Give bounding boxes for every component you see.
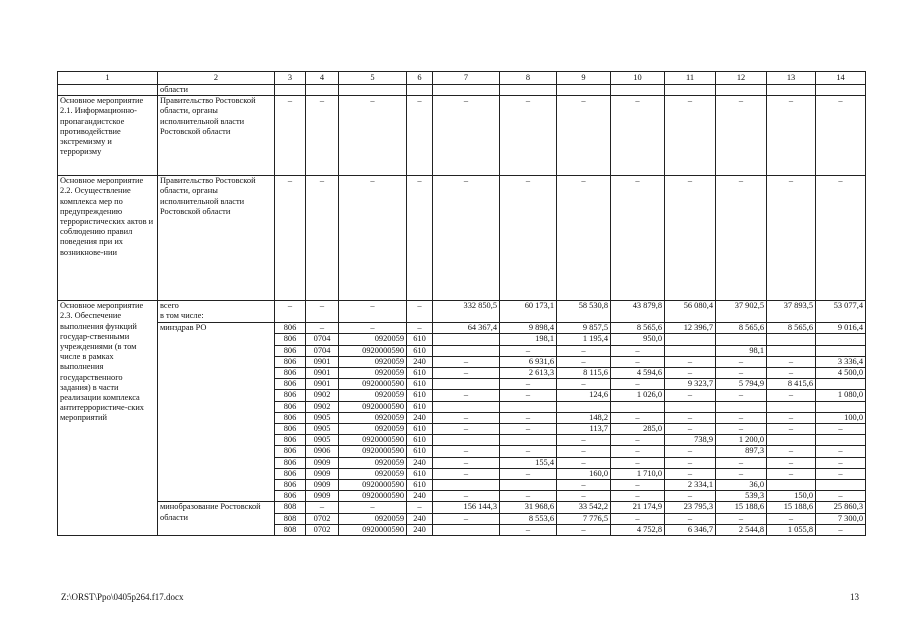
- table-cell: 0902: [306, 390, 339, 401]
- table-cell: [767, 480, 816, 491]
- table-cell: 240: [407, 513, 433, 524]
- table-cell: 21 174,9: [611, 502, 665, 513]
- table-cell: [767, 334, 816, 345]
- header-row: [58, 72, 866, 85]
- table-cell: [816, 334, 866, 345]
- table-cell: [767, 435, 816, 446]
- table-cell: –: [665, 368, 716, 379]
- table-cell: 0702: [306, 524, 339, 535]
- table-cell: 285,0: [611, 424, 665, 435]
- header-cell: 13: [767, 72, 816, 85]
- table-cell: [433, 334, 500, 345]
- table-cell: 738,9: [665, 435, 716, 446]
- table-cell: 0920059: [339, 390, 407, 401]
- table-cell: 4 594,6: [611, 368, 665, 379]
- table-cell: 33 542,2: [557, 502, 611, 513]
- executor-minzdrav: минздрав РО: [158, 323, 275, 502]
- table-cell: 806: [275, 457, 306, 468]
- measure-2-2-name: Основное мероприятие 2.2. Осуществление комплекса мер по предупреждению террористических актов и соблюдению правил поведения при их возникнове-нии: [58, 176, 158, 301]
- table-cell: –: [557, 345, 611, 356]
- table-cell: 610: [407, 334, 433, 345]
- table-cell: 1 710,0: [611, 468, 665, 479]
- table-cell: –: [816, 446, 866, 457]
- table-cell: 8 415,6: [767, 379, 816, 390]
- table-cell: [433, 379, 500, 390]
- table-cell: –: [433, 457, 500, 468]
- table-cell: 8 565,6: [611, 323, 665, 334]
- table-cell: –: [665, 513, 716, 524]
- table-cell: [500, 401, 557, 412]
- table-cell: 0909: [306, 491, 339, 502]
- table-cell: 1 055,8: [767, 524, 816, 535]
- table-cell: [816, 435, 866, 446]
- table-cell: 36,0: [716, 480, 767, 491]
- table-cell: –: [716, 390, 767, 401]
- table-cell: 610: [407, 401, 433, 412]
- table-cell: 0920059: [339, 356, 407, 367]
- header-cell: 4: [306, 72, 339, 85]
- table-cell: –: [767, 457, 816, 468]
- table-cell: [816, 345, 866, 356]
- footer-file-path: Z:\ORST\Ppo\0405p264.f17.docx: [61, 592, 184, 602]
- table-cell: –: [433, 468, 500, 479]
- table-cell: 8 565,6: [716, 323, 767, 334]
- table-cell: 25 860,3: [816, 502, 866, 513]
- table-cell: –: [557, 379, 611, 390]
- header-cell: 5: [339, 72, 407, 85]
- table-cell: 610: [407, 435, 433, 446]
- table-cell: –: [611, 356, 665, 367]
- table-cell: 2 613,3: [500, 368, 557, 379]
- table-cell: –: [500, 390, 557, 401]
- table-cell: [433, 345, 500, 356]
- table-cell: 7 300,0: [816, 513, 866, 524]
- table-cell: 610: [407, 468, 433, 479]
- table-cell: –: [767, 468, 816, 479]
- table-cell: [767, 345, 816, 356]
- table-cell: –: [557, 435, 611, 446]
- table-cell: 4 500,0: [816, 368, 866, 379]
- table-cell: 15 188,6: [767, 502, 816, 513]
- table-cell: 806: [275, 345, 306, 356]
- header-cell: 14: [816, 72, 866, 85]
- table-cell: –: [557, 480, 611, 491]
- header-cell: 1: [58, 72, 158, 85]
- table-cell: 0920000590: [339, 379, 407, 390]
- table-cell: 0905: [306, 424, 339, 435]
- header-cell: 11: [665, 72, 716, 85]
- table-cell: –: [500, 468, 557, 479]
- table-cell: –: [500, 345, 557, 356]
- header-cell: 10: [611, 72, 665, 85]
- table-cell: 0909: [306, 468, 339, 479]
- table-cell: –: [611, 446, 665, 457]
- table-cell: 113,7: [557, 424, 611, 435]
- table-cell: –: [433, 446, 500, 457]
- table-cell: –: [433, 368, 500, 379]
- table-cell: 0920059: [339, 468, 407, 479]
- table-cell: –: [433, 513, 500, 524]
- table-cell: –: [816, 457, 866, 468]
- header-cell: 3: [275, 72, 306, 85]
- table-row: [58, 502, 866, 513]
- table-cell: 610: [407, 480, 433, 491]
- table-cell: –: [665, 390, 716, 401]
- table-cell: 0920059: [339, 513, 407, 524]
- header-cell: 2: [158, 72, 275, 85]
- table-cell: 148,2: [557, 412, 611, 423]
- table-cell: –: [557, 446, 611, 457]
- table-cell: [716, 334, 767, 345]
- measure-2-1-executor: Правительство Ростовской области, органы исполнительной власти Ростовской области: [158, 96, 275, 176]
- table-cell: 240: [407, 457, 433, 468]
- table-cell: 0909: [306, 480, 339, 491]
- table-cell: 610: [407, 446, 433, 457]
- table-cell: 1 195,4: [557, 334, 611, 345]
- row-measure-2-3-total: Основное мероприятие 2.3. Обеспечение выполнения функций государ-ственными учреждениями (в том числе в рамках выполнения государственного задания) в части реализации комплекса антитеррористиче-ских мероприятий всего в том числе: – – – – 332 850,5 60 173,1 58 530,8 43 879,8 56 080,4 37 902,5 37 893,5 53 077,4: [58, 301, 866, 323]
- table-cell: 0905: [306, 435, 339, 446]
- table-cell: 23 795,3: [665, 502, 716, 513]
- table-cell: 610: [407, 368, 433, 379]
- table-cell: 610: [407, 390, 433, 401]
- table-cell: –: [611, 491, 665, 502]
- table-cell: –: [407, 502, 433, 513]
- table-cell: 0902: [306, 401, 339, 412]
- table-cell: [433, 480, 500, 491]
- table-cell: 100,0: [816, 412, 866, 423]
- table-cell: –: [665, 457, 716, 468]
- table-cell: 1 080,0: [816, 390, 866, 401]
- table-cell: 156 144,3: [433, 502, 500, 513]
- table-cell: –: [665, 446, 716, 457]
- table-cell: 9 016,4: [816, 323, 866, 334]
- table-cell: –: [557, 356, 611, 367]
- table-cell: 0901: [306, 379, 339, 390]
- executor-minobr: минобразование Ростовской области: [158, 502, 275, 536]
- table-cell: 0905: [306, 412, 339, 423]
- table-cell: 2 334,1: [665, 480, 716, 491]
- table-cell: 240: [407, 524, 433, 535]
- table-cell: –: [433, 412, 500, 423]
- table-cell: 806: [275, 368, 306, 379]
- table-cell: 31 968,6: [500, 502, 557, 513]
- table-cell: –: [433, 424, 500, 435]
- table-cell: 9 857,5: [557, 323, 611, 334]
- budget-table: [57, 71, 866, 536]
- table-cell: [433, 401, 500, 412]
- table-cell: [433, 435, 500, 446]
- table-cell: [665, 345, 716, 356]
- table-cell: 0909: [306, 457, 339, 468]
- table-cell: –: [611, 412, 665, 423]
- table-cell: –: [433, 491, 500, 502]
- table-cell: 610: [407, 345, 433, 356]
- continuation-text: области: [158, 85, 275, 96]
- table-cell: –: [500, 491, 557, 502]
- table-cell: [665, 334, 716, 345]
- table-cell: 806: [275, 356, 306, 367]
- table-cell: 0920000590: [339, 524, 407, 535]
- table-cell: 8 115,6: [557, 368, 611, 379]
- table-cell: [500, 480, 557, 491]
- table-cell: 897,3: [716, 446, 767, 457]
- table-cell: –: [767, 412, 816, 423]
- table-cell: –: [339, 502, 407, 513]
- table-cell: 806: [275, 390, 306, 401]
- table-cell: –: [500, 412, 557, 423]
- table-cell: 610: [407, 379, 433, 390]
- table-cell: [611, 401, 665, 412]
- table-cell: –: [767, 424, 816, 435]
- table-cell: 15 188,6: [716, 502, 767, 513]
- table-cell: [816, 480, 866, 491]
- table-cell: [500, 435, 557, 446]
- table-cell: 806: [275, 334, 306, 345]
- table-cell: –: [500, 524, 557, 535]
- table-cell: –: [611, 457, 665, 468]
- measure-2-3-name: Основное мероприятие 2.3. Обеспечение выполнения функций государ-ственными учреждениями (в том числе в рамках выполнения государственного задания) в части реализации комплекса антитеррористиче-ских мероприятий: [58, 301, 158, 536]
- table-cell: 808: [275, 513, 306, 524]
- measure-2-1-name: Основное мероприятие 2.1. Информационно-пропагандистское противодействие экстремизму и терроризму: [58, 96, 158, 176]
- table-cell: –: [407, 323, 433, 334]
- table-cell: –: [611, 435, 665, 446]
- table-cell: 806: [275, 323, 306, 334]
- table-cell: 6 346,7: [665, 524, 716, 535]
- header-cell: 7: [433, 72, 500, 85]
- table-cell: [433, 524, 500, 535]
- table-cell: –: [716, 356, 767, 367]
- table-cell: –: [665, 424, 716, 435]
- table-cell: 0920000590: [339, 435, 407, 446]
- total-label-cell: всего в том числе:: [158, 301, 275, 323]
- table-cell: –: [611, 379, 665, 390]
- table-cell: –: [716, 513, 767, 524]
- row-measure-2-1: Основное мероприятие 2.1. Информационно-пропагандистское противодействие экстремизму и терроризму Правительство Ростовской области, органы исполнительной власти Ростовской области – – – – – – – – – – – –: [58, 96, 866, 176]
- table-cell: –: [767, 446, 816, 457]
- table-cell: 0704: [306, 345, 339, 356]
- header-cell: 6: [407, 72, 433, 85]
- table-cell: 7 776,5: [557, 513, 611, 524]
- table-cell: 8 553,6: [500, 513, 557, 524]
- table-cell: –: [767, 513, 816, 524]
- table-cell: –: [816, 491, 866, 502]
- table-cell: 0920059: [339, 334, 407, 345]
- measure-2-2-executor: Правительство Ростовской области, органы исполнительной власти Ростовской области: [158, 176, 275, 301]
- table-cell: 806: [275, 401, 306, 412]
- table-cell: 806: [275, 468, 306, 479]
- header-cell: 9: [557, 72, 611, 85]
- table-cell: –: [665, 412, 716, 423]
- table-cell: 539,3: [716, 491, 767, 502]
- header-cell: 8: [500, 72, 557, 85]
- table-cell: 5 794,9: [716, 379, 767, 390]
- table-cell: 1 026,0: [611, 390, 665, 401]
- table-cell: 0920059: [339, 457, 407, 468]
- table-cell: 0704: [306, 334, 339, 345]
- table-cell: –: [557, 491, 611, 502]
- table-cell: 610: [407, 424, 433, 435]
- header-cell: 12: [716, 72, 767, 85]
- row-measure-2-2: Основное мероприятие 2.2. Осуществление комплекса мер по предупреждению террористических актов и соблюдению правил поведения при их возникнове-нии Правительство Ростовской области, органы исполнительной власти Ростовской области – – – – – – – – – – – –: [58, 176, 866, 301]
- table-cell: –: [767, 356, 816, 367]
- table-cell: 0920059: [339, 368, 407, 379]
- table-cell: –: [433, 356, 500, 367]
- table-cell: 1 200,0: [716, 435, 767, 446]
- table-cell: 806: [275, 412, 306, 423]
- table-cell: 806: [275, 424, 306, 435]
- table-cell: [557, 401, 611, 412]
- table-cell: –: [433, 390, 500, 401]
- table-cell: 0901: [306, 356, 339, 367]
- table-cell: [665, 401, 716, 412]
- table-cell: –: [716, 368, 767, 379]
- table-cell: 0906: [306, 446, 339, 457]
- table-cell: 64 367,4: [433, 323, 500, 334]
- table-cell: –: [767, 390, 816, 401]
- table-cell: 8 565,6: [767, 323, 816, 334]
- table-cell: 806: [275, 446, 306, 457]
- table-cell: –: [665, 356, 716, 367]
- table-cell: 0920059: [339, 412, 407, 423]
- table-cell: –: [611, 513, 665, 524]
- table-cell: 98,1: [716, 345, 767, 356]
- table-cell: –: [500, 424, 557, 435]
- table-cell: 160,0: [557, 468, 611, 479]
- table-cell: 0920059: [339, 424, 407, 435]
- continuation-row: [58, 85, 866, 96]
- table-cell: 806: [275, 379, 306, 390]
- table-cell: 806: [275, 491, 306, 502]
- table-cell: [816, 379, 866, 390]
- table-cell: 0702: [306, 513, 339, 524]
- table-cell: –: [816, 424, 866, 435]
- table-cell: 9 323,7: [665, 379, 716, 390]
- table-cell: –: [557, 457, 611, 468]
- table-cell: –: [716, 468, 767, 479]
- table-cell: 240: [407, 491, 433, 502]
- table-cell: –: [716, 412, 767, 423]
- table-cell: –: [665, 491, 716, 502]
- table-cell: 808: [275, 502, 306, 513]
- table-cell: [767, 401, 816, 412]
- table-cell: 240: [407, 412, 433, 423]
- table-cell: 806: [275, 435, 306, 446]
- table-cell: –: [611, 345, 665, 356]
- table-row: [58, 323, 866, 334]
- table-cell: 124,6: [557, 390, 611, 401]
- table-cell: 9 898,4: [500, 323, 557, 334]
- table-cell: 0920000590: [339, 345, 407, 356]
- table-cell: –: [500, 446, 557, 457]
- table-cell: –: [665, 468, 716, 479]
- table-cell: –: [339, 323, 407, 334]
- table-cell: 3 336,4: [816, 356, 866, 367]
- table-cell: 950,0: [611, 334, 665, 345]
- table-cell: [816, 401, 866, 412]
- footer-page-number: 13: [850, 592, 859, 602]
- table-cell: 0901: [306, 368, 339, 379]
- table-cell: 6 931,6: [500, 356, 557, 367]
- table-cell: –: [716, 424, 767, 435]
- table-cell: [716, 401, 767, 412]
- table-cell: 0920000590: [339, 480, 407, 491]
- table-cell: 198,1: [500, 334, 557, 345]
- table-cell: 240: [407, 356, 433, 367]
- table-cell: –: [306, 323, 339, 334]
- table-cell: –: [816, 524, 866, 535]
- table-cell: 806: [275, 480, 306, 491]
- table-cell: –: [611, 480, 665, 491]
- table-cell: 12 396,7: [665, 323, 716, 334]
- table-cell: –: [716, 457, 767, 468]
- table-cell: 0920000590: [339, 401, 407, 412]
- table-cell: 4 752,8: [611, 524, 665, 535]
- table-cell: –: [306, 502, 339, 513]
- table-cell: 0920000590: [339, 491, 407, 502]
- table-cell: 808: [275, 524, 306, 535]
- table-cell: –: [767, 368, 816, 379]
- table-cell: 155,4: [500, 457, 557, 468]
- table-cell: –: [500, 379, 557, 390]
- table-cell: –: [557, 524, 611, 535]
- table-cell: 150,0: [767, 491, 816, 502]
- table-cell: 2 544,8: [716, 524, 767, 535]
- table-cell: 0920000590: [339, 446, 407, 457]
- table-cell: –: [816, 468, 866, 479]
